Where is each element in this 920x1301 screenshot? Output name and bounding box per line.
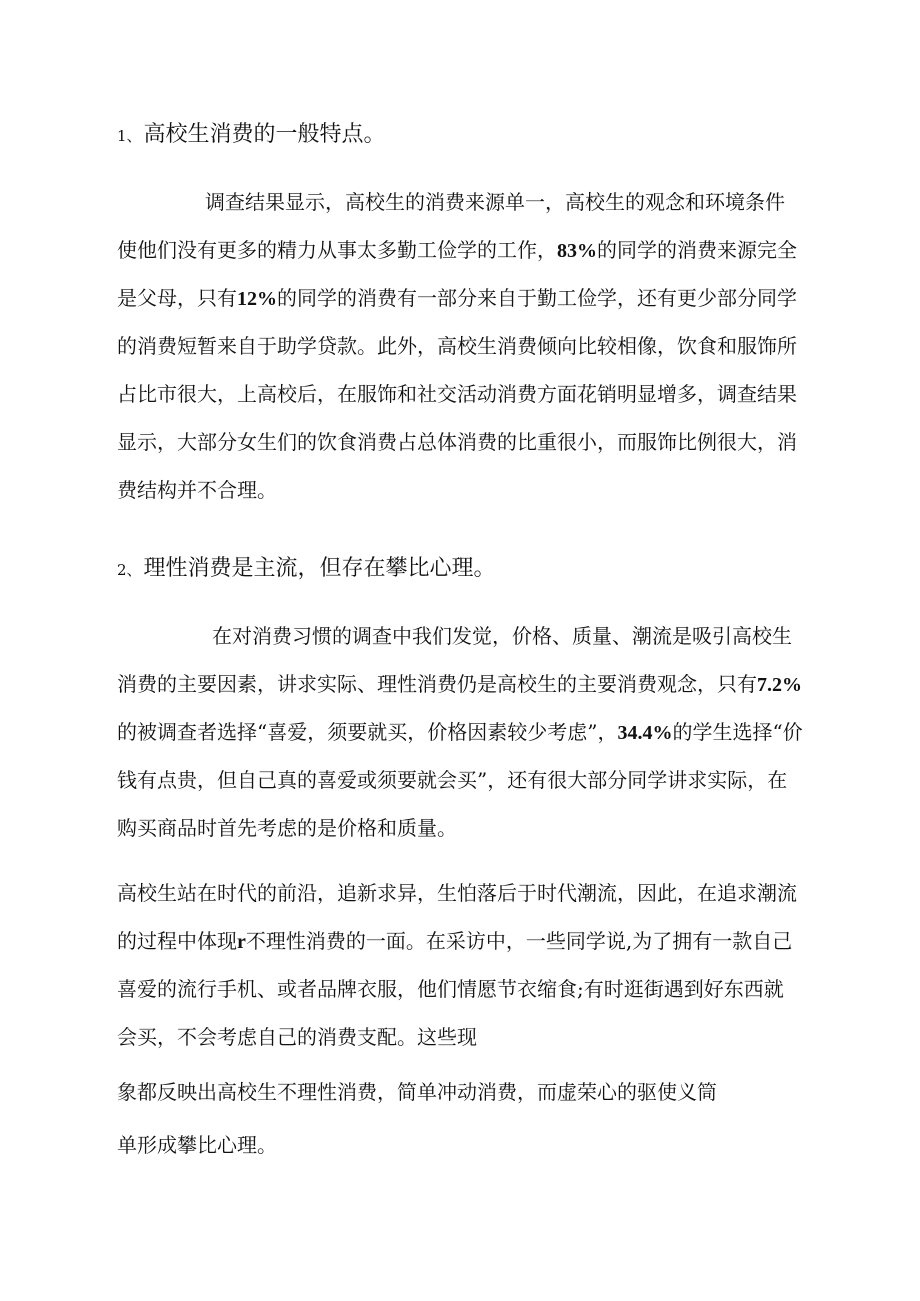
text-run: 在对消费习惯的调查中我们发觉，价格、质量、潮流是吸引高校生 xyxy=(212,624,792,648)
text-run: 的消费短暂来自于助学贷款。此外，高校生消费倾向比较相像，饮食和服饰所 xyxy=(117,334,797,358)
text-run: 的同学的消费有一部分来自于勤工俭学，还有更少部分同学 xyxy=(277,286,797,310)
paragraph-line xyxy=(117,1133,277,1157)
text-run: 显示，大部分女生们的饮食消费占总体消费的比重很小，而服饰比例很大，消 xyxy=(117,430,797,454)
text-run: 单形成攀比心理。 xyxy=(117,1133,277,1157)
emphasized-figure: r xyxy=(237,931,246,953)
emphasized-figure: 7.2% xyxy=(757,674,802,696)
section-2-title: 理性消费是主流，但存在攀比心理。 xyxy=(143,556,496,581)
section-2-number: 2、 xyxy=(117,561,142,579)
text-run: 钱有点贵，但自己真的喜爱或须要就会买”，还有很大部分同学讲求实际，在 xyxy=(117,768,788,792)
text-run: 购买商品时首先考虑的是价格和质量。 xyxy=(117,816,457,840)
paragraph-line xyxy=(117,720,803,745)
paragraph-line xyxy=(117,1080,717,1104)
paragraph-line xyxy=(117,929,792,954)
text-run: 使他们没有更多的精力从事太多勤工俭学的工作， xyxy=(117,238,557,262)
text-run: 高校生站在时代的前沿，追新求异，生怕落后于时代潮流，因此，在追求潮流 xyxy=(117,881,797,905)
section-1-heading xyxy=(117,123,386,148)
paragraph-line xyxy=(117,382,797,406)
text-run: 不理性消费的一面。在采访中，一些同学说,为了拥有一款自己 xyxy=(245,929,793,953)
text-run: 费结构并不合理。 xyxy=(117,478,277,502)
paragraph-line xyxy=(117,430,797,454)
paragraph-line xyxy=(117,238,797,263)
paragraph-line xyxy=(117,977,784,1001)
emphasized-figure: 83% xyxy=(557,240,597,262)
paragraph-line xyxy=(117,881,797,905)
paragraph-line xyxy=(117,286,797,311)
text-run: 喜爱的流行手机、或者品牌衣服，他们情愿节衣缩食;有时逛街遇到好东西就 xyxy=(117,977,784,1001)
text-run: 的学生选择“价 xyxy=(672,720,803,744)
paragraph-line xyxy=(117,768,787,792)
text-run: 的被调查者选择“喜爱，须要就买，价格因素较少考虑”， xyxy=(117,720,618,744)
text-run: 调查结果显示，高校生的消费来源单一，高校生的观念和环境条件 xyxy=(205,190,785,214)
paragraph-line xyxy=(117,672,802,697)
text-run: 占比市很大，上高校后，在服饰和社交活动消费方面花销明显增多，调查结果 xyxy=(117,382,797,406)
text-run: 是父母，只有 xyxy=(117,286,237,310)
text-run: 的同学的消费来源完全 xyxy=(597,238,797,262)
paragraph-line xyxy=(205,190,785,214)
section-1-title: 高校生消费的一般特点。 xyxy=(143,122,386,147)
emphasized-figure: 12% xyxy=(237,288,277,310)
section-2-heading xyxy=(117,557,496,582)
paragraph-line xyxy=(117,1025,477,1049)
text-run: 的过程中体现 xyxy=(117,929,237,953)
paragraph-line xyxy=(117,334,797,358)
emphasized-figure: 34.4% xyxy=(617,722,673,744)
text-run: 会买，不会考虑自己的消费支配。这些现 xyxy=(117,1025,477,1049)
paragraph-line xyxy=(117,478,277,502)
paragraph-line xyxy=(212,624,792,648)
section-1-number: 1、 xyxy=(117,127,142,145)
text-run: 消费的主要因素，讲求实际、理性消费仍是高校生的主要消费观念，只有 xyxy=(117,672,757,696)
paragraph-line xyxy=(117,816,457,840)
text-run: 象都反映出高校生不理性消费，简单冲动消费，而虚荣心的驱使义筒 xyxy=(117,1080,717,1104)
